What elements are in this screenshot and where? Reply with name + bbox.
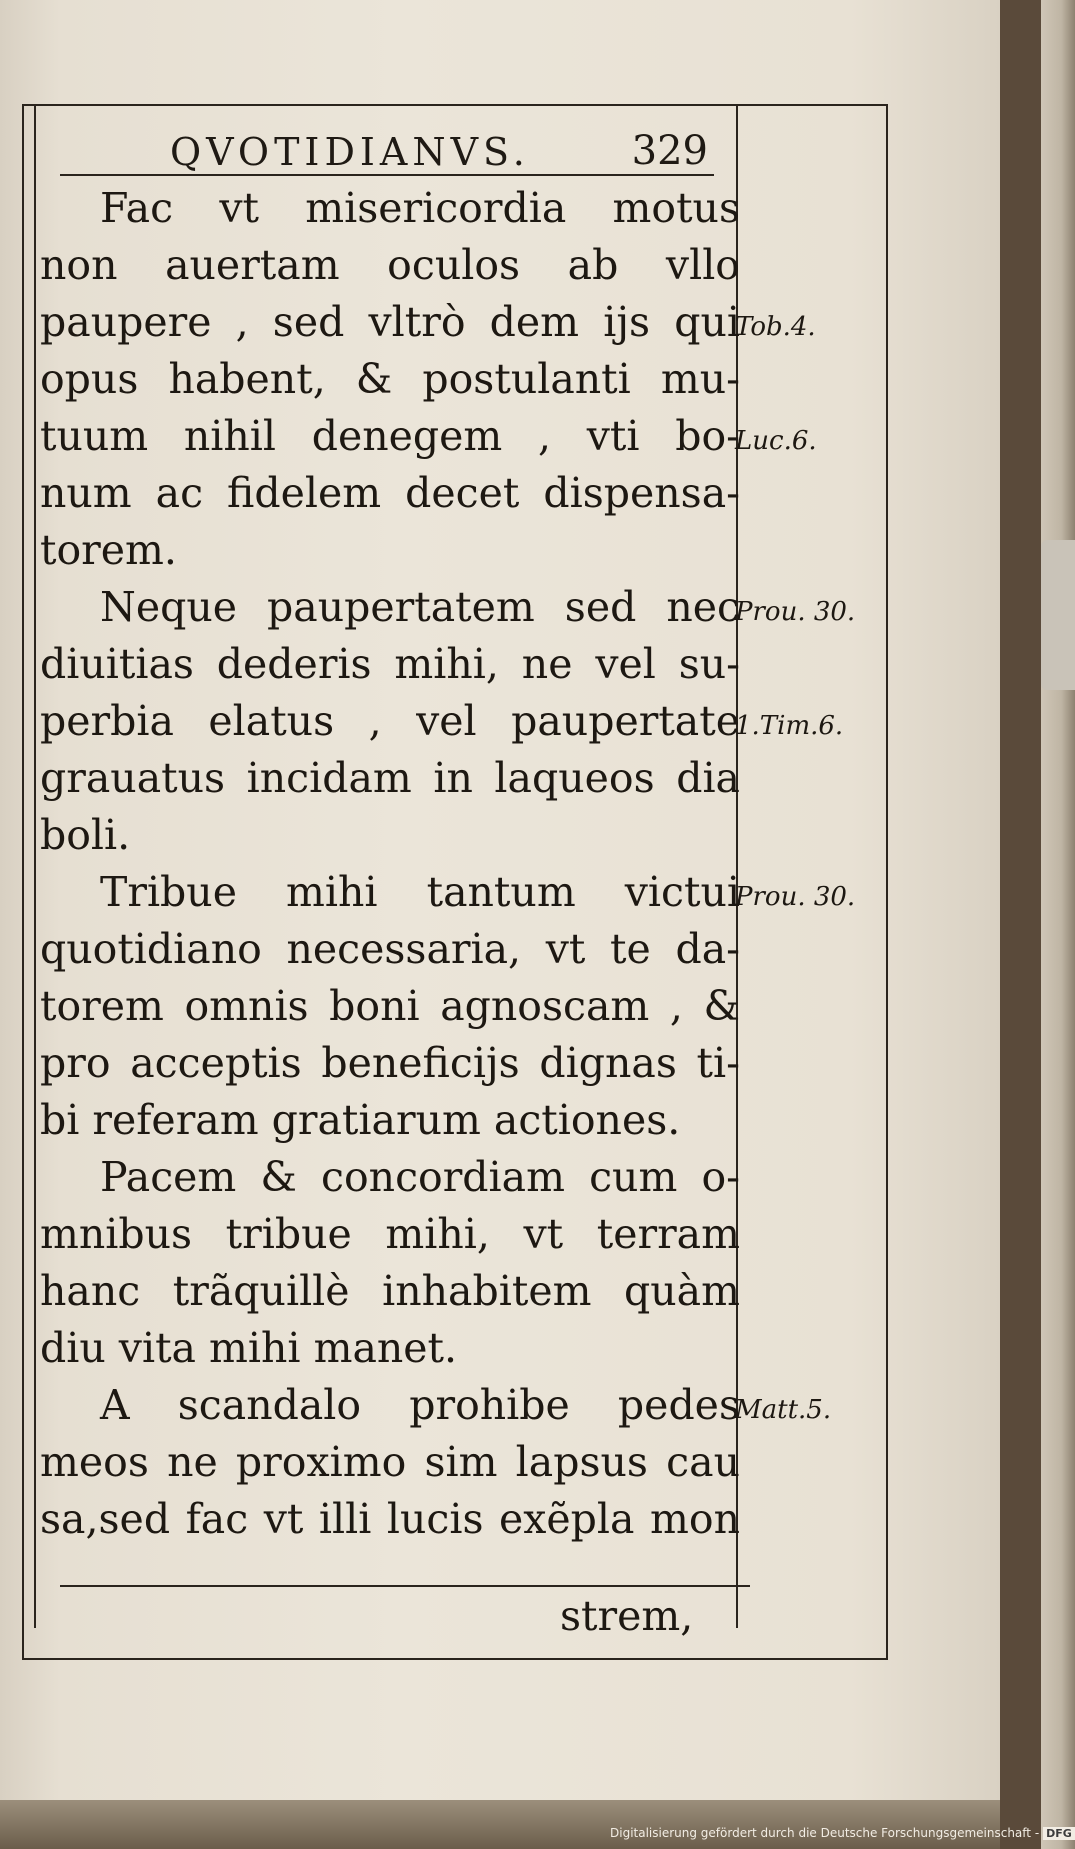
text-line: mnibus tribue mihi, vt terram — [40, 1210, 740, 1258]
text-line: grauatus incidam in laqueos dia — [40, 754, 740, 802]
text-body — [40, 180, 740, 1548]
text-line: perbia elatus , vel paupertate — [40, 697, 740, 745]
running-title: QVOTIDIANVS. — [170, 130, 530, 174]
text-line: sa,sed fac vt illi lucis exẽpla mon — [40, 1495, 740, 1543]
footer-rule — [60, 1585, 750, 1587]
text-line: Neque paupertatem sed nec — [100, 583, 740, 631]
page-tab — [1041, 540, 1075, 690]
credit-text: Digitalisierung gefördert durch die Deutsche Forschungsgemeinschaft - — [610, 1826, 1040, 1840]
margin-note: Matt.5. — [735, 1395, 832, 1425]
text-line: torem omnis boni agnoscam , & — [40, 982, 740, 1030]
dfg-logo: DFG — [1043, 1827, 1075, 1840]
text-line: tuum nihil denegem , vti bo- — [40, 412, 740, 460]
text-line: opus habent, & postulanti mu- — [40, 355, 740, 403]
margin-note: Tob.4. — [735, 312, 816, 342]
margin-note: 1.Tim.6. — [735, 711, 844, 741]
page-edge-right — [1041, 0, 1075, 1849]
text-line: torem. — [40, 526, 177, 574]
digitization-credit — [610, 1826, 1075, 1840]
text-line: bi referam gratiarum actiones. — [40, 1096, 681, 1144]
text-line: meos ne proximo sim lapsus cau — [40, 1438, 740, 1486]
text-line: diuitias dederis mihi, ne vel su- — [40, 640, 740, 688]
text-line: boli. — [40, 811, 131, 859]
book-edge-bottom — [0, 1800, 1000, 1849]
text-line: Fac vt misericordia motus — [100, 184, 740, 232]
margin-note: Prou. 30. — [735, 882, 856, 912]
text-line: pro acceptis beneficijs dignas ti- — [40, 1039, 740, 1087]
text-line: non auertam oculos ab vllo — [40, 241, 740, 289]
text-line: Pacem & concordiam cum o- — [100, 1153, 740, 1201]
running-header — [60, 118, 714, 176]
text-line: hanc trãquillè inhabitem quàm — [40, 1267, 740, 1315]
text-line: quotidiano necessaria, vt te da- — [40, 925, 740, 973]
text-line: Tribue mihi tantum victui — [100, 868, 740, 916]
text-line: A scandalo prohibe pedes — [100, 1381, 740, 1429]
page-number: 329 — [631, 128, 708, 174]
catchword: strem, — [560, 1592, 694, 1640]
margin-note: Luc.6. — [735, 426, 817, 456]
text-line: diu vita mihi manet. — [40, 1324, 458, 1372]
margin-note: Prou. 30. — [735, 597, 856, 627]
text-line: paupere , sed vltrò dem ijs qui — [40, 298, 740, 346]
text-line: num ac fidelem decet dispensa- — [40, 469, 740, 517]
